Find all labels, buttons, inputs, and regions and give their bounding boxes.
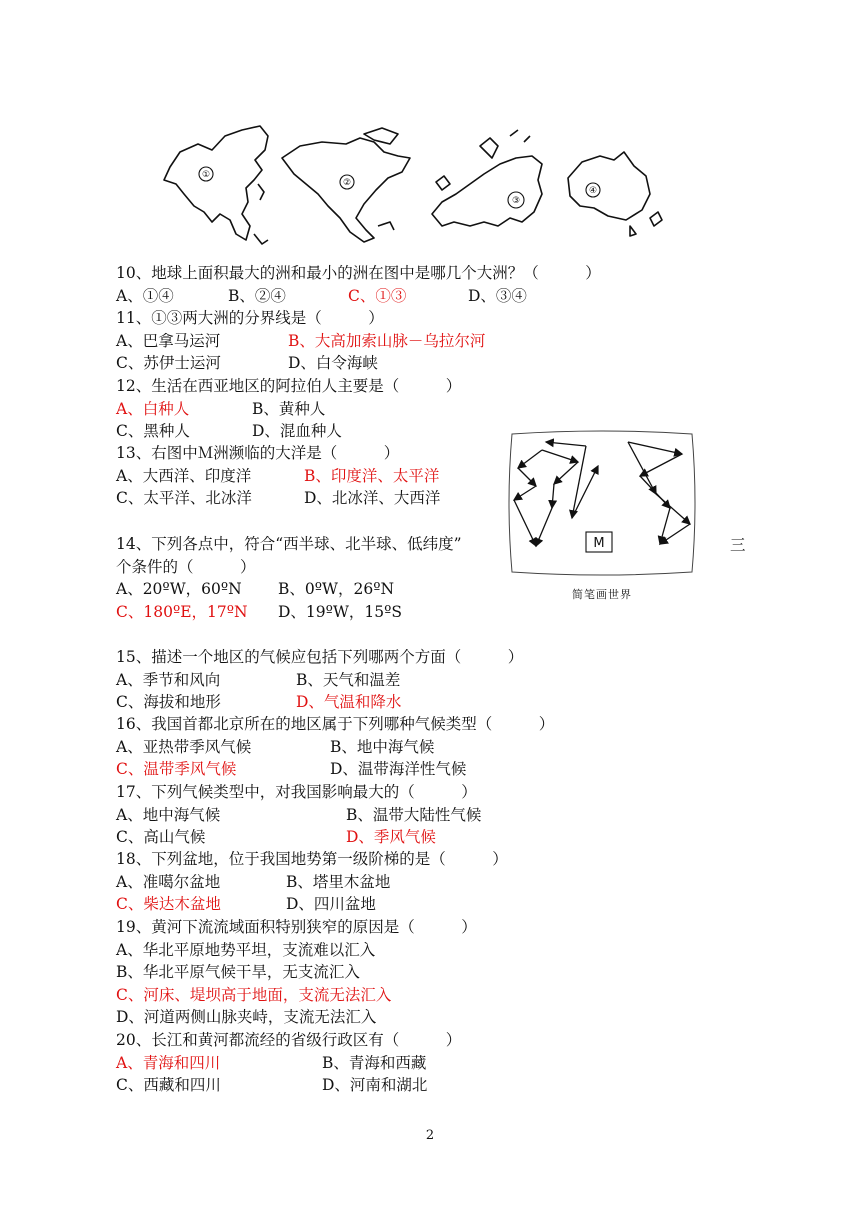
option-a: A、季节和风向: [116, 670, 221, 689]
option-c: C、黑种人: [116, 422, 190, 441]
option-row: [116, 578, 768, 601]
option-d: D、四川盆地: [286, 895, 376, 914]
question-stem: 17、下列气候类型中，对我国影响最大的（ ）: [116, 783, 477, 801]
option-row: [116, 669, 768, 692]
option-c-answer: C、河床、堤坝高于地面，支流无法汇入: [116, 985, 392, 1004]
option-c-answer: C、180ºE，17ºN: [116, 602, 248, 621]
option-a: A、①④: [116, 286, 174, 305]
option-row: [116, 330, 768, 353]
option-a: A、华北平原地势平坦，支流难以汇入: [116, 940, 376, 959]
option-row: [116, 1052, 768, 1075]
option-c-answer: C、①③: [348, 286, 407, 305]
option-a: A、20ºW，60ºN: [116, 580, 242, 599]
option-b: B、黄种人: [252, 399, 326, 418]
option-d: D、温带海洋性气候: [330, 760, 467, 779]
option-c: C、苏伊士运河: [116, 354, 221, 373]
option-b: B、0ºW，26ºN: [278, 580, 395, 599]
option-b: B、青海和西藏: [322, 1053, 427, 1072]
option-d-answer: D、季风气候: [346, 828, 436, 847]
question-16: [116, 713, 768, 781]
question-10: [116, 262, 768, 307]
option-d: D、河道两侧山脉夹峙，支流无法汇入: [116, 1008, 377, 1027]
page-number: 2: [425, 1128, 435, 1143]
europe-outline: [432, 156, 542, 226]
option-d: D、白令海峡: [288, 354, 378, 373]
option-c-answer: C、柴达木盆地: [116, 895, 221, 914]
option-row: [116, 691, 768, 714]
question-stem: 11、①③两大洲的分界线是（ ）: [116, 309, 384, 327]
option-d: D、③④: [468, 286, 527, 305]
option-row: [116, 285, 768, 308]
map-label-1: ①: [201, 170, 211, 180]
continents-map-figure: [150, 122, 670, 250]
question-stem: 13、右图中Ｍ洲濒临的大洋是（ ）: [116, 444, 400, 462]
option-a: A、大西洋、印度洋: [116, 466, 252, 485]
option-b: B、天气和温差: [296, 670, 401, 689]
question-17: [116, 781, 768, 849]
option-b: B、温带大陆性气候: [346, 805, 482, 824]
option-row: [116, 826, 768, 849]
m-continent-label: M: [593, 536, 605, 551]
option-a-answer: A、青海和四川: [116, 1053, 221, 1072]
question-stem-line-2: 个条件的（ ）: [116, 557, 256, 576]
option-b: B、华北平原气候干旱，无支流汇入: [116, 963, 360, 982]
option-c: C、高山气候: [116, 828, 206, 847]
question-18: [116, 848, 768, 916]
asia-outline: [164, 126, 268, 240]
map-label-3: ③: [511, 196, 521, 206]
option-b: B、地中海气候: [330, 737, 435, 756]
option-a-answer: A、白种人: [116, 399, 190, 418]
question-19: [116, 916, 768, 1029]
option-d: D、北冰洋、大西洋: [304, 489, 441, 508]
option-d: D、混血种人: [252, 422, 342, 441]
north-america-outline: [282, 138, 410, 242]
option-c: C、海拔和地形: [116, 693, 221, 712]
option-row: [116, 758, 768, 781]
option-b: B、塔里木盆地: [286, 872, 391, 891]
question-stem-line-1: 14、下列各点中，符合“西半球、北半球、低纬度”: [116, 535, 462, 553]
option-b: B、②④: [228, 286, 286, 305]
option-row: [116, 601, 768, 624]
option-d-answer: D、气温和降水: [296, 693, 402, 712]
option-a: A、巴拿马运河: [116, 331, 221, 350]
option-a: A、准噶尔盆地: [116, 872, 221, 891]
map-label-2: ②: [342, 178, 352, 188]
option-b-answer: B、大高加索山脉－乌拉尔河: [288, 331, 486, 350]
option-row: [116, 398, 768, 421]
question-14: [116, 533, 768, 623]
question-20: [116, 1029, 768, 1097]
option-row: [116, 893, 768, 916]
question-15: [116, 646, 768, 714]
question-stem: 18、下列盆地，位于我国地势第一级阶梯的是（ ）: [116, 850, 508, 868]
question-stem: 10、地球上面积最大的洲和最小的洲在图中是哪几个大洲？（ ）: [116, 264, 601, 282]
question-stem: 19、黄河下流流域面积特别狭窄的原因是（ ）: [116, 918, 477, 936]
option-c-answer: C、温带季风气候: [116, 760, 237, 779]
option-row: [116, 352, 768, 375]
figure-caption: 简笔画世界: [572, 588, 632, 601]
option-row: [116, 736, 768, 759]
option-b-answer: B、印度洋、太平洋: [304, 466, 440, 485]
option-a: A、地中海气候: [116, 805, 221, 824]
question-stem: 15、描述一个地区的气候应包括下列哪两个方面（ ）: [116, 648, 524, 666]
question-stem: 12、生活在西亚地区的阿拉伯人主要是（ ）: [116, 377, 462, 395]
australia-outline: [568, 152, 650, 220]
option-row: [116, 871, 768, 894]
option-row: [116, 1074, 768, 1097]
question-14-stem-end: 三: [730, 536, 746, 554]
option-a: A、亚热带季风气候: [116, 737, 252, 756]
map-label-4: ④: [588, 186, 598, 196]
question-stem: 20、长江和黄河都流经的省级行政区有（ ）: [116, 1031, 462, 1049]
option-d: D、19ºW，15ºS: [278, 602, 403, 621]
option-row: [116, 804, 768, 827]
question-11: [116, 307, 768, 375]
option-c: C、太平洋、北冰洋: [116, 489, 252, 508]
option-c: C、西藏和四川: [116, 1076, 221, 1095]
question-stem: 16、我国首都北京所在的地区属于下列哪种气候类型（ ）: [116, 715, 555, 733]
option-d: D、河南和湖北: [322, 1076, 428, 1095]
